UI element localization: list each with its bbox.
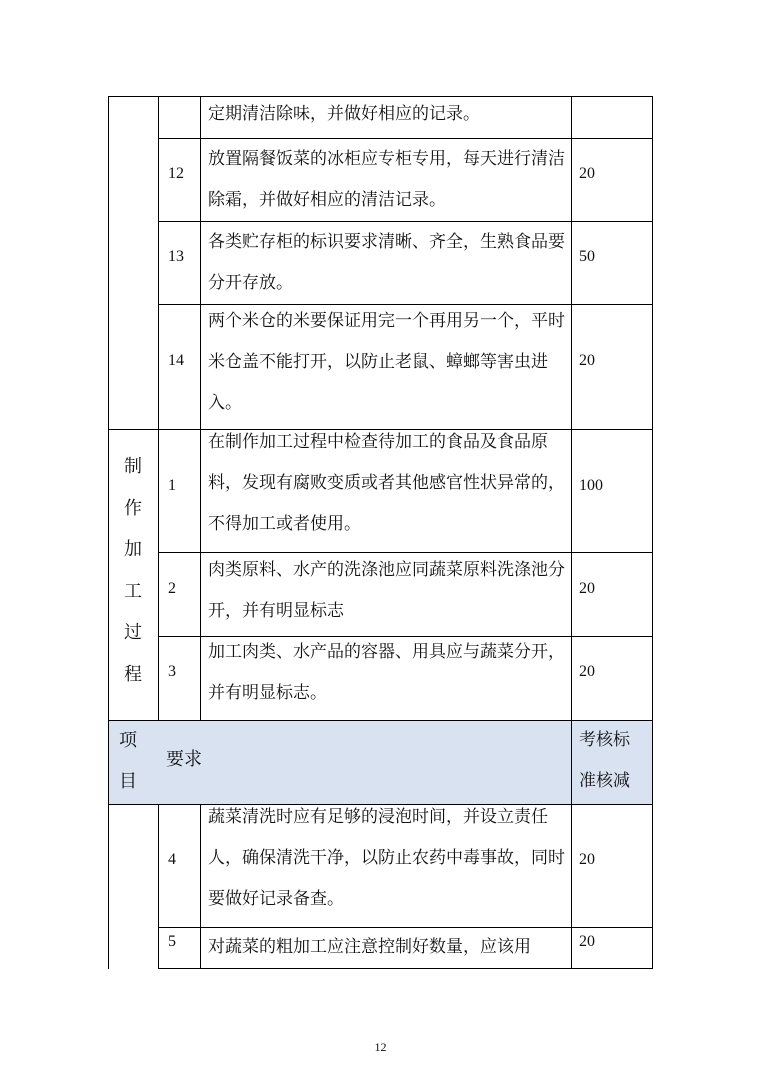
section-label-char: 制 — [124, 456, 142, 477]
item-number: 12 — [168, 165, 184, 182]
row-divider — [158, 927, 653, 928]
deduction-score: 20 — [579, 851, 595, 868]
deduction-score: 20 — [579, 933, 595, 950]
requirement-text: 肉类原料、水产的洗涤池应同蔬菜原料洗涤池分开，并有明显标志 — [208, 560, 565, 621]
section-label-char: 加 — [124, 539, 142, 560]
item-number: 14 — [168, 352, 184, 369]
header-top-border — [108, 720, 653, 721]
section-label-char: 过 — [124, 622, 142, 643]
item-number: 13 — [168, 248, 184, 265]
table-border-col2 — [158, 96, 159, 720]
requirement-text: 各类贮存柜的标识要求清晰、齐全，生熟食品要分开存放。 — [208, 232, 565, 293]
deduction-score: 20 — [579, 663, 595, 680]
deduction-score: 20 — [579, 580, 595, 597]
table-border-col4 — [571, 96, 572, 969]
item-number: 3 — [168, 663, 176, 680]
requirement-text: 两个米仓的米要保证用完一个再用另一个，平时米仓盖不能打开，以防止老鼠、蟑螂等害虫进入。 — [208, 311, 565, 413]
item-number: 5 — [168, 933, 176, 950]
section-label-char: 作 — [124, 497, 142, 519]
item-number: 1 — [168, 477, 176, 494]
requirement-text: 加工肉类、水产品的容器、用具应与蔬菜分开，并有明显标志。 — [208, 642, 565, 703]
table-border-bottom — [158, 968, 653, 969]
header-deduction-line: 准核减 — [579, 771, 630, 791]
header-deduction-line: 考核标 — [579, 730, 630, 750]
table-border-col3 — [200, 96, 201, 720]
requirement-text: 放置隔餐饭菜的冰柜应专柜专用，每天进行清洁除霜，并做好相应的清洁记录。 — [208, 149, 565, 210]
header-deduction — [579, 720, 630, 802]
table-border-col3b — [200, 804, 201, 969]
deduction-score: 20 — [579, 165, 595, 182]
header-item-char: 目 — [119, 771, 137, 792]
table-border-right — [652, 96, 653, 969]
page-number: 12 — [374, 1040, 387, 1054]
requirement-text: 定期清洁除味，并做好相应的记录。 — [208, 104, 480, 124]
item-number: 2 — [168, 580, 176, 597]
header-item-char: 项 — [119, 730, 137, 751]
deduction-score: 50 — [579, 248, 595, 265]
requirement-text: 对蔬菜的粗加工应注意控制好数量，应该用 — [208, 937, 531, 957]
requirement-text: 在制作加工过程中检查待加工的食品及食品原料，发现有腐败变质或者其他感官性状异常的，不得加工或者使用。 — [208, 432, 565, 534]
section-label-char: 工 — [124, 580, 142, 602]
deduction-score: 100 — [579, 477, 603, 494]
header-requirement: 要求 — [166, 749, 202, 770]
section-label-char: 程 — [124, 663, 142, 685]
item-number: 4 — [168, 851, 176, 868]
requirement-text: 蔬菜清洗时应有足够的浸泡时间，并设立责任人，确保清洗干净，以防止农药中毒事故，同时要做好记录备查。 — [208, 807, 565, 909]
header-item — [108, 720, 148, 802]
table-border-col2b — [158, 804, 159, 969]
section-label — [108, 446, 158, 695]
deduction-score: 20 — [579, 352, 595, 369]
